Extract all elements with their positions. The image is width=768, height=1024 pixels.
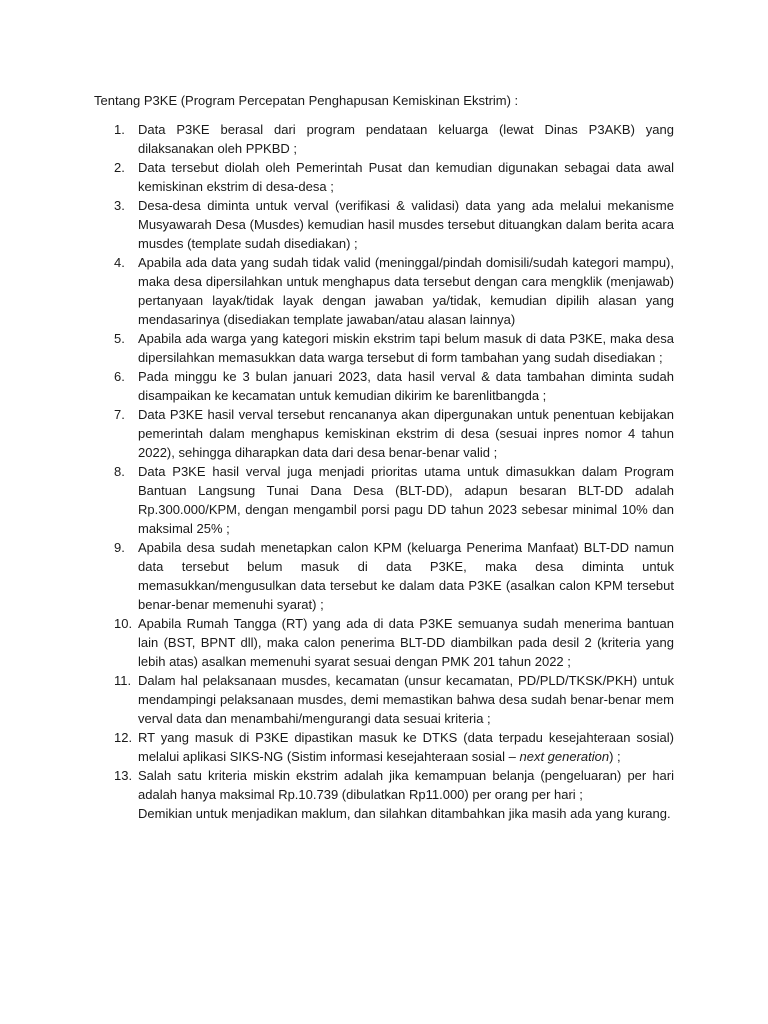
list-item-number: 8.	[114, 464, 125, 479]
list-item	[94, 671, 674, 728]
list-item-text-tail: ) ;	[609, 749, 621, 764]
list-item	[94, 253, 674, 329]
list-item-text: Dalam hal pelaksanaan musdes, kecamatan (unsur kecamatan, PD/PLD/TKSK/PKH) untuk mendampingi pelaksanaan musdes, demi memastikan bahwa desa sudah benar-benar mem verval data dan menambahi/mengurangi data sesuai kriteria ;	[138, 673, 674, 726]
list-item-number: 2.	[114, 160, 125, 175]
list-item	[94, 728, 674, 766]
list-item	[94, 329, 674, 367]
numbered-list	[94, 120, 674, 804]
list-item	[94, 405, 674, 462]
list-item-text: Data P3KE hasil verval tersebut rencananya akan dipergunakan untuk penentuan kebijakan pemerintah dalam menghapus kemiskinan ekstrim di desa (sesuai inpres nomor 4 tahun 2022), sehingga diharapkan data dari desa benar-benar valid ;	[138, 407, 674, 460]
list-item	[94, 120, 674, 158]
document-heading: Tentang P3KE (Program Percepatan Penghapusan Kemiskinan Ekstrim) :	[94, 93, 519, 108]
list-item-number: 3.	[114, 198, 125, 213]
list-item	[94, 158, 674, 196]
list-item-text: Pada minggu ke 3 bulan januari 2023, data hasil verval & data tambahan diminta sudah disampaikan ke kecamatan untuk kemudian dikirim ke barenlitbangda ;	[138, 369, 674, 403]
list-item-text: Apabila ada data yang sudah tidak valid (meninggal/pindah domisili/sudah kategori mampu), maka desa dipersilahkan untuk menghapus data tersebut dengan cara mengklik (menjawab) pertanyaan layak/tidak layak dengan jawaban ya/tidak, kemudian dipilih alasan yang mendasarinya (disediakan template jawaban/atau alasan lainnya)	[138, 255, 674, 327]
list-item-text: Desa-desa diminta untuk verval (verifikasi & validasi) data yang ada melalui mekanisme Musyawarah Desa (Musdes) kemudian hasil musdes tersebut dituangkan dalam berita acara musdes (template sudah disediakan) ;	[138, 198, 674, 251]
list-item-number: 1.	[114, 122, 125, 137]
list-item	[94, 766, 674, 804]
list-item-number: 9.	[114, 540, 125, 555]
closing-paragraph: Demikian untuk menjadikan maklum, dan silahkan ditambahkan jika masih ada yang kurang.	[138, 806, 671, 821]
list-item-text: Data tersebut diolah oleh Pemerintah Pusat dan kemudian digunakan sebagai data awal kemiskinan ekstrim di desa-desa ;	[138, 160, 674, 194]
list-item-text: Salah satu kriteria miskin ekstrim adalah jika kemampuan belanja (pengeluaran) per hari adalah hanya maksimal Rp.10.739 (dibulatkan Rp11.000) per orang per hari ;	[138, 768, 674, 802]
list-item-text: Data P3KE hasil verval juga menjadi prioritas utama untuk dimasukkan dalam Program Bantuan Langsung Tunai Dana Desa (BLT-DD), adapun besaran BLT-DD adalah Rp.300.000/KPM, dengan mengambil porsi pagu DD tahun 2023 sebesar minimal 10% dan maksimal 25% ;	[138, 464, 674, 536]
list-item	[94, 614, 674, 671]
list-item-text: Apabila Rumah Tangga (RT) yang ada di data P3KE semuanya sudah menerima bantuan lain (BST, BPNT dll), maka calon penerima BLT-DD diambilkan pada desil 2 (kriteria yang lebih atas) asalkan memenuhi syarat sesuai dengan PMK 201 tahun 2022 ;	[138, 616, 674, 669]
list-item-number: 11.	[114, 673, 132, 688]
list-item	[94, 367, 674, 405]
document-body	[94, 91, 674, 823]
list-item-text: RT yang masuk di P3KE dipastikan masuk ke DTKS (data terpadu kesejahteraan sosial) melalui aplikasi SIKS-NG (Sistim informasi kesejahteraan sosial –	[138, 730, 674, 764]
list-item-text: Apabila desa sudah menetapkan calon KPM (keluarga Penerima Manfaat) BLT-DD namun data tersebut belum masuk di data P3KE, maka desa diminta untuk memasukkan/mengusulkan data tersebut ke dalam data P3KE (asalkan calon KPM tersebut benar-benar memenuhi syarat) ;	[138, 540, 674, 612]
list-item-number: 5.	[114, 331, 125, 346]
list-item-number: 6.	[114, 369, 125, 384]
list-item-number: 12.	[114, 730, 133, 745]
list-item-number: 10.	[114, 616, 133, 631]
list-item-text: Apabila ada warga yang kategori miskin ekstrim tapi belum masuk di data P3KE, maka desa dipersilahkan memasukkan data warga tersebut di form tambahan yang sudah disediakan ;	[138, 331, 674, 365]
list-item-italic-text: next generation	[519, 749, 610, 764]
list-item	[94, 462, 674, 538]
list-item-number: 4.	[114, 255, 125, 270]
list-item-text: Data P3KE berasal dari program pendataan keluarga (lewat Dinas P3AKB) yang dilaksanakan oleh PPKBD ;	[138, 122, 674, 156]
list-item-number: 7.	[114, 407, 125, 422]
list-item	[94, 538, 674, 614]
list-item	[94, 196, 674, 253]
list-item-number: 13.	[114, 768, 133, 783]
